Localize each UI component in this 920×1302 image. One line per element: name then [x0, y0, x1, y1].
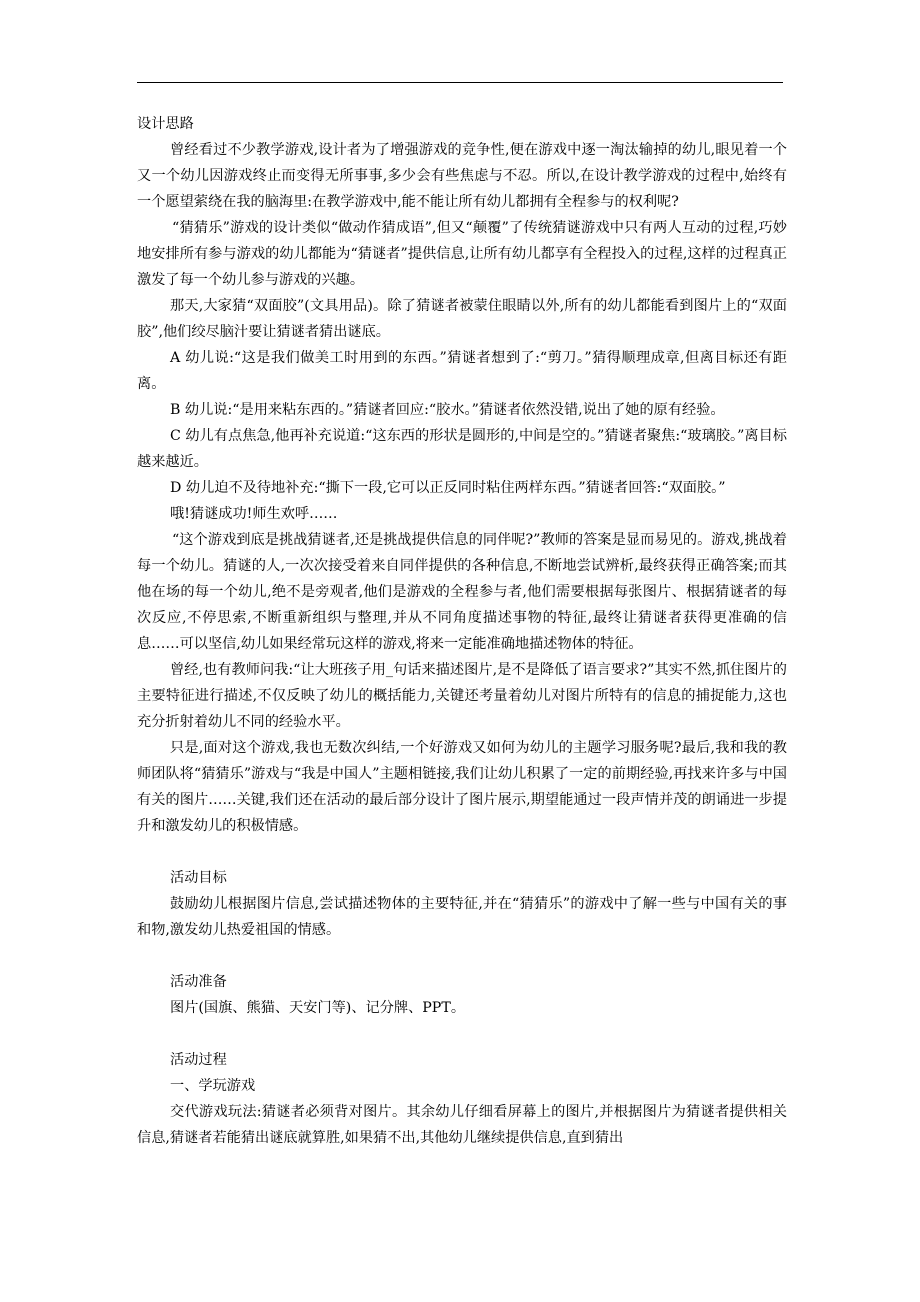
- document-body: [137, 111, 787, 1151]
- paragraph: “猜猜乐”游戏的设计类似“做动作猜成语”,但又“颠覆”了传统猜谜游戏中只有两人互动的过程,巧妙地安排所有参与游戏的幼儿都能为“猜谜者”提供信息,让所有幼儿都享有全程投入的过程,这样的过程真正激发了每一个幼儿参与游戏的兴趣。: [137, 220, 787, 288]
- spacer: [137, 943, 787, 969]
- paragraph: “这个游戏到底是挑战猜谜者,还是挑战提供信息的同伴呢?”教师的答案是显而易见的。游戏,挑战着每一个幼儿。猜谜的人,一次次接受着来自同伴提供的各种信息,不断地尝试辨析,最终获得正确答案;而其他在场的每一个幼儿,绝不是旁观者,他们是游戏的全程参与者,他们需要根据每张图片、根据猜谜者的每次反应,不停思索,不断重新组织与整理,并从不同角度描述事物的特征,最终让猜谜者获得更准确的信息……可以坚信,幼儿如果经常玩这样的游戏,将来一定能准确地描述物体的特征。: [137, 532, 787, 652]
- subsection-heading: 一、学玩游戏: [170, 1078, 256, 1094]
- header-rule: [137, 82, 783, 83]
- paragraph: C 幼儿有点焦急,他再补充说道:“这东西的形状是圆形的,中间是空的。”猜谜者聚焦:“玻璃胶。”离目标越来越近。: [137, 428, 787, 470]
- paragraph: 图片(国旗、熊猫、天安门等)、记分牌、PPT。: [170, 1000, 466, 1016]
- paragraph: 哦!猜谜成功!师生欢呼……: [170, 506, 338, 522]
- section-heading-process: 活动过程: [170, 1052, 227, 1068]
- paragraph: 那天,大家猜“双面胶”(文具用品)。除了猜谜者被蒙住眼睛以外,所有的幼儿都能看到图片上的“双面胶”,他们绞尽脑汁要让猜谜者猜出谜底。: [137, 298, 787, 340]
- paragraph: 交代游戏玩法:猜谜者必须背对图片。其余幼儿仔细看屏幕上的图片,并根据图片为猜谜者提供相关信息,猜谜者若能猜出谜底就算胜,如果猜不出,其他幼儿继续提供信息,直到猜出: [137, 1104, 787, 1146]
- paragraph: 只是,面对这个游戏,我也无数次纠结,一个好游戏又如何为幼儿的主题学习服务呢?最后,我和我的教师团队将“猜猜乐”游戏与“我是中国人”主题相链接,我们让幼儿积累了一定的前期经验,再找来许多与中国有关的图片……关键,我们还在活动的最后部分设计了图片展示,期望能通过一段声情并茂的朗诵进一步提升和激发幼儿的积极情感。: [137, 740, 787, 834]
- paragraph: 曾经,也有教师问我:“让大班孩子用_句话来描述图片,是不是降低了语言要求?”其实不然,抓住图片的主要特征进行描述,不仅反映了幼儿的概括能力,关键还考量着幼儿对图片所特有的信息的捕捉能力,这也充分折射着幼儿不同的经验水平。: [137, 662, 787, 730]
- spacer: [137, 839, 787, 865]
- paragraph: D 幼儿迫不及待地补充:“撕下一段,它可以正反同时粘住两样东西。”猜谜者回答:“双面胶。”: [170, 480, 726, 496]
- section-heading-prep: 活动准备: [170, 974, 227, 990]
- spacer: [137, 1021, 787, 1047]
- paragraph: A 幼儿说:“这是我们做美工时用到的东西。”猜谜者想到了:“剪刀。”猜得顺理成章,但离目标还有距离。: [137, 350, 787, 392]
- section-heading-design: 设计思路: [137, 116, 194, 132]
- section-heading-goal: 活动目标: [170, 870, 227, 886]
- paragraph: 曾经看过不少教学游戏,设计者为了增强游戏的竞争性,便在游戏中逐一淘汰输掉的幼儿,眼见着一个又一个幼儿因游戏终止而变得无所事事,多少会有些焦虑与不忍。所以,在设计教学游戏的过程中,始终有一个愿望萦绕在我的脑海里:在教学游戏中,能不能让所有幼儿都拥有全程参与的权利呢?: [137, 142, 787, 210]
- paragraph: B 幼儿说:“是用来粘东西的。”猜谜者回应:“胶水。”猜谜者依然没错,说出了她的原有经验。: [170, 402, 725, 418]
- paragraph: 鼓励幼儿根据图片信息,尝试描述物体的主要特征,并在“猜猜乐”的游戏中了解一些与中国有关的事和物,激发幼儿热爱祖国的情感。: [137, 896, 787, 938]
